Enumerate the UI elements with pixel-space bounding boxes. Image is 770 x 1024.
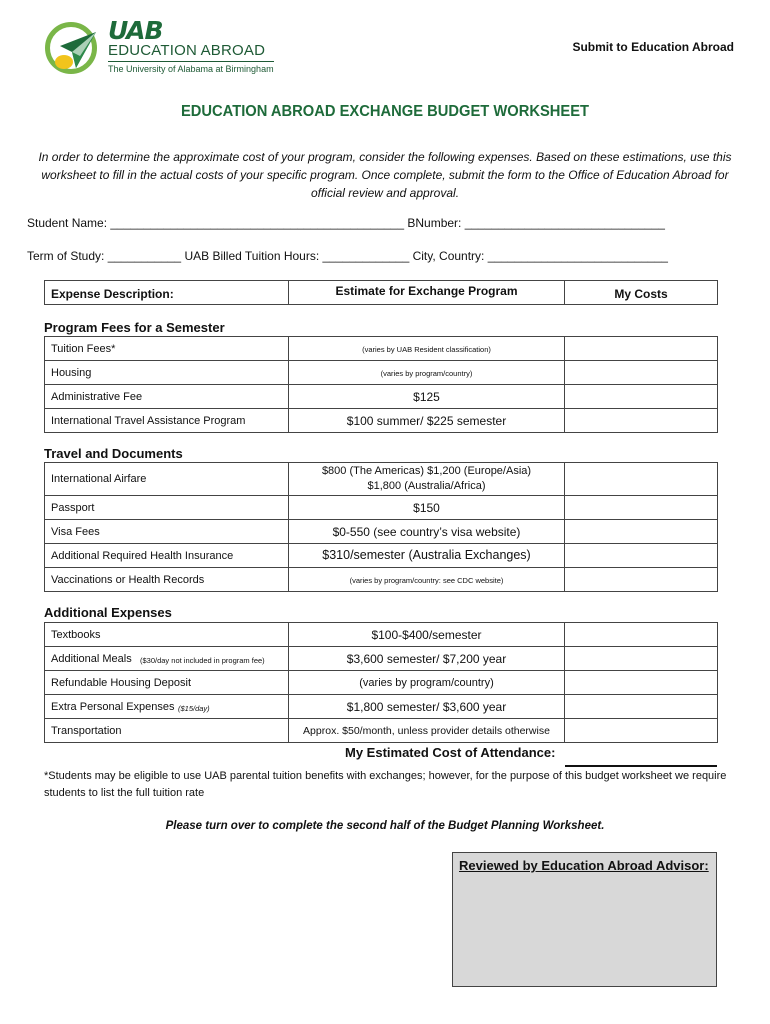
table-row — [44, 567, 289, 592]
row-estimate: $100 summer/ $225 semester — [346, 414, 507, 428]
my-cost-input[interactable] — [564, 336, 718, 361]
paper-plane-icon — [52, 26, 102, 74]
tuition-note: *Students may be eligible to use UAB parental tuition benefits with exchanges; however, for the purpose of this budget worksheet we require students to list the full tuition rate — [44, 770, 727, 799]
estimated-cost-input[interactable] — [565, 765, 717, 767]
row-estimate: $100-$400/semester — [371, 628, 482, 642]
header-my-costs: My Costs — [614, 287, 668, 301]
table-row — [44, 670, 289, 695]
term-info-line[interactable]: Term of Study: ___________ UAB Billed Tuition Hours: _____________ City, Country: ___________________________ — [27, 249, 668, 263]
table-row — [44, 336, 289, 361]
row-description: Refundable Housing Deposit — [51, 677, 192, 689]
estimate-cell — [288, 336, 565, 361]
row-estimate: $800 (The Americas) $1,200 (Europe/Asia) — [321, 465, 532, 477]
row-description: Textbooks — [51, 629, 101, 641]
row-description: Transportation — [51, 725, 122, 737]
estimate-cell — [288, 646, 565, 671]
estimate-cell — [288, 384, 565, 409]
table-row — [44, 543, 289, 568]
header-estimate: Estimate for Exchange Program — [335, 284, 518, 298]
section-title-program: Program Fees for a Semester — [44, 320, 225, 335]
my-cost-input[interactable] — [564, 462, 718, 496]
my-cost-input[interactable] — [564, 718, 718, 743]
row-description: Extra Personal Expenses — [51, 701, 175, 713]
logo-unit-name: EDUCATION ABROAD — [108, 42, 266, 59]
row-description: Additional Required Health Insurance — [51, 550, 234, 562]
row-description: Housing — [51, 367, 92, 379]
row-estimate: $150 — [413, 501, 440, 515]
table-row — [44, 384, 289, 409]
my-cost-input[interactable] — [564, 360, 718, 385]
row-description: Tuition Fees* — [51, 343, 116, 355]
my-cost-input[interactable] — [564, 694, 718, 719]
logo-university: The University of Alabama at Birmingham — [108, 64, 274, 74]
my-cost-input[interactable] — [564, 646, 718, 671]
estimate-cell — [288, 462, 565, 496]
estimate-cell — [288, 670, 565, 695]
estimate-cell — [288, 408, 565, 433]
turn-over-note: Please turn over to complete the second half of the Budget Planning Worksheet. — [165, 820, 605, 832]
my-cost-input[interactable] — [564, 408, 718, 433]
my-cost-input[interactable] — [564, 384, 718, 409]
my-cost-input[interactable] — [564, 543, 718, 568]
submit-to-label: Submit to Education Abroad — [572, 40, 734, 54]
row-description-note: ($30/day not included in program fee) — [140, 656, 265, 665]
row-estimate-line2: $1,800 (Australia/Africa) — [367, 480, 486, 492]
row-description: Administrative Fee — [51, 391, 143, 403]
my-cost-input[interactable] — [564, 670, 718, 695]
section-title-additional: Additional Expenses — [44, 605, 172, 620]
row-description: Additional Meals — [51, 653, 132, 665]
table-row — [44, 622, 289, 647]
row-estimate: (varies by UAB Resident classification) — [362, 345, 491, 354]
row-description: Passport — [51, 502, 95, 514]
my-cost-input[interactable] — [564, 622, 718, 647]
row-description: Vaccinations or Health Records — [51, 574, 205, 586]
estimate-cell — [288, 543, 565, 568]
section-title-travel: Travel and Documents — [44, 446, 183, 461]
table-row — [44, 462, 289, 496]
row-estimate: $125 — [413, 390, 440, 404]
row-estimate: $0-550 (see country’s visa website) — [332, 525, 521, 539]
row-description: International Airfare — [51, 473, 147, 485]
row-estimate: (varies by program/country) — [380, 369, 473, 378]
estimate-cell — [288, 622, 565, 647]
header-estimate-cell — [288, 280, 565, 305]
header-my-costs-cell — [564, 280, 718, 305]
table-row — [44, 646, 289, 671]
row-estimate: $1,800 semester/ $3,600 year — [346, 700, 507, 714]
header-description-cell — [44, 280, 289, 305]
row-estimate: (varies by program/country: see CDC website) — [349, 576, 504, 585]
estimate-cell — [288, 718, 565, 743]
table-row — [44, 694, 289, 719]
my-cost-input[interactable] — [564, 495, 718, 520]
estimate-cell — [288, 694, 565, 719]
estimate-cell — [288, 519, 565, 544]
estimate-cell — [288, 567, 565, 592]
table-row — [44, 360, 289, 385]
student-info-line[interactable]: Student Name: ____________________________________________ BNumber: ______________________________ — [27, 216, 665, 230]
intro-text: In order to determine the approximate cost of your program, consider the following expenses. Based on these estimations, use this worksheet to fill in the actual costs of your specific program. Once complete, submit the form to the Office of Education Abroad for official review and approval. — [38, 150, 732, 200]
row-description: International Travel Assistance Program — [51, 415, 246, 427]
estimated-cost-label: My Estimated Cost of Attendance: — [345, 745, 556, 760]
header-description: Expense Description: — [51, 287, 174, 301]
logo-divider — [108, 61, 274, 62]
logo-uab: UAB — [108, 16, 163, 45]
table-row — [44, 408, 289, 433]
row-estimate: $3,600 semester/ $7,200 year — [346, 652, 507, 666]
advisor-review-box[interactable] — [452, 852, 717, 987]
my-cost-input[interactable] — [564, 567, 718, 592]
row-estimate: (varies by program/country) — [359, 677, 494, 689]
row-description-note: ($15/day) — [178, 704, 210, 713]
table-row — [44, 495, 289, 520]
table-row — [44, 519, 289, 544]
estimate-cell — [288, 360, 565, 385]
advisor-review-label: Reviewed by Education Abroad Advisor: — [459, 858, 709, 873]
row-description: Visa Fees — [51, 526, 100, 538]
my-cost-input[interactable] — [564, 519, 718, 544]
estimate-cell — [288, 495, 565, 520]
page-title: EDUCATION ABROAD EXCHANGE BUDGET WORKSHEET — [180, 103, 590, 120]
table-row — [44, 718, 289, 743]
row-estimate: Approx. $50/month, unless provider details otherwise — [303, 725, 550, 737]
row-estimate: $310/semester (Australia Exchanges) — [322, 548, 531, 562]
